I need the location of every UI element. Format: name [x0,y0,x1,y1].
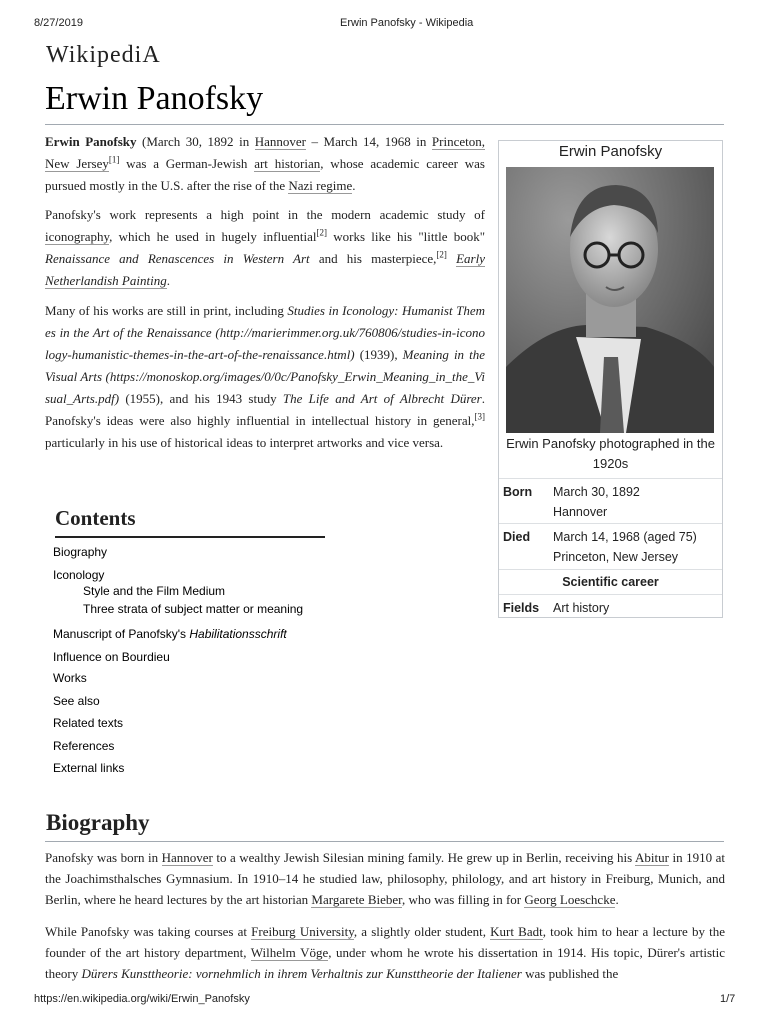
link-princeton[interactable]: Princeton, New Jersey [45,134,485,171]
died-label: Died [503,530,531,544]
wikipedia-logo[interactable]: WikipediA [46,42,161,68]
toc-item-influence-on-bourdieu[interactable]: Influence on Bourdieu [53,650,170,664]
link-studies-in-iconology[interactable]: Studies in Iconology: Humanist Themes in the Art of the Renaissance (http://marierimmer.org.uk/760806/studies-in-iconology-humanistic-themes-in-the-art-of-the-renaissance.html) [45,303,485,362]
toc-item-external-links[interactable]: External links [53,761,125,775]
toc-heading: Contents [55,506,136,530]
link-nazi-regime[interactable]: Nazi regime [288,178,353,193]
link-georg-loeschcke[interactable]: Georg Loeschcke [524,892,616,907]
portrait-photo[interactable] [506,167,714,433]
photo-caption: Erwin Panofsky photographed in the 1920s [506,436,715,471]
toc-item-related-texts[interactable]: Related texts [53,716,124,730]
link-art-historian[interactable]: art historian [254,156,321,171]
infobox [498,140,723,618]
link-meaning-in-visual-arts[interactable]: Meaning in the Visual Arts (https://monoskop.org/images/0/0c/Panofsky_Erwin_Meaning_in_the_Visual_Arts.pdf) [45,347,485,406]
reference-2[interactable]: [2] [316,227,328,238]
toc-item-references[interactable]: References [53,739,115,753]
infobox-section-scientific-career: Scientific career [499,569,722,596]
infobox-title: Erwin Panofsky [558,143,663,160]
link-iconography[interactable]: iconography [45,229,110,244]
reference-2b[interactable]: [2] [436,249,447,260]
lead-paragraph-3: Many of his works are still in print, including Studies in Iconology: Humanist Themes in the Art of the Renaissance (http://marierimmer.org.uk/760806/studies-in-iconology-humanistic-themes-in-the-art-of-the-renaissance.html) (1939), Meaning in the Visual Arts (https://monoskop.org/images/0/0c/Panofsky_Erwin_Meaning_in_the_Visual_Arts.pdf) (1955), and his 1943 study The Life and Art of Albrecht Dürer. Panofsky's ideas were also highly influential in intellectual history in general,[3] particularly in his use of historical ideas to interpret artworks and vice versa. [45,303,485,450]
toc-item-manuscript[interactable]: Manuscript of Panofsky's Habilitationsschrift [53,627,287,641]
toc-item-biography[interactable]: Biography [53,545,108,559]
toc-divider [55,536,325,538]
article-subject: Erwin Panofsky [45,134,137,149]
print-title: Erwin Panofsky - Wikipedia [340,17,474,29]
toc-item-see-also[interactable]: See also [53,694,100,708]
link-hannover-bio[interactable]: Hannover [161,850,213,865]
portrait-image [506,167,714,433]
reference-3[interactable]: [3] [474,411,485,422]
biography-paragraph-1: Panofsky was born in Hannover to a wealthy Jewish Silesian mining family. He grew up in Berlin, receiving his Abitur in 1910 at the Joachimsthalsches Gymnasium. In 1910–14 he studied law, philosophy, philology, and art history in Freiburg, Munich, and Berlin, where he heard lectures by the art historian Margarete Bieber, who was filling in for Georg Loeschcke. [45,850,725,907]
lead-paragraph-1: Erwin Panofsky (March 30, 1892 in Hannover – March 14, 1968 in Princeton, New Jersey[1] was a German-Jewish art historian, whose academic career was pursued mostly in the U.S. after the rise of the Nazi regime. [45,134,485,193]
toc-item-iconology[interactable]: Iconology [53,568,105,582]
print-page-number: 1/7 [720,993,736,1005]
born-place: Hannover [553,505,608,519]
reference-1[interactable]: [1] [108,154,120,165]
section-divider [45,841,724,842]
link-margarete-bieber[interactable]: Margarete Bieber [311,892,402,907]
infobox-row-born [499,478,722,523]
page-title: Erwin Panofsky [45,80,264,117]
died-place: Princeton, New Jersey [553,550,679,564]
link-hannover[interactable]: Hannover [254,134,306,149]
toc-item-works[interactable]: Works [53,671,87,685]
link-abitur[interactable]: Abitur [635,850,669,865]
fields-label: Fields [503,601,540,615]
lead-paragraph-2: Panofsky's work represents a high point in the modern academic study of iconography, which he used in hugely influential[2] works like his "little book" Renaissance and Renascences in Western Art and his masterpiece,[2] Early Netherlandish Painting. [45,207,485,288]
born-label: Born [503,485,533,499]
died-date: March 14, 1968 (aged 75) [553,530,697,544]
print-date: 8/27/2019 [34,17,83,29]
title-divider [45,124,724,125]
toc-item-three-strata[interactable]: Three strata of subject matter or meaning [83,602,304,616]
infobox-row-died [499,523,722,568]
link-wilhelm-voge[interactable]: Wilhelm Vöge [250,945,329,960]
link-kurt-badt[interactable]: Kurt Badt [490,924,543,939]
born-date: March 30, 1892 [553,485,640,499]
toc-item-style-and-film-medium[interactable]: Style and the Film Medium [83,584,226,598]
print-url: https://en.wikipedia.org/wiki/Erwin_Panofsky [34,993,250,1005]
link-freiburg-university[interactable]: Freiburg University [251,924,354,939]
section-heading-biography: Biography [46,810,150,835]
infobox-row-fields [499,594,722,619]
link-early-netherlandish-painting[interactable]: Early Netherlandish Painting [45,251,485,288]
fields-value: Art history [553,601,610,615]
biography-paragraph-2: While Panofsky was taking courses at Freiburg University, a slightly older student, Kurt Badt, took him to hear a lecture by the founder of the art history department, Wilhelm Vöge, under whom he wrote his dissertation in 1914. His topic, Dürer's artistic theory Dürers Kunsttheorie: vornehmlich in ihrem Verhaltnis zur Kunsttheorie der Italiener was published the [45,924,726,981]
